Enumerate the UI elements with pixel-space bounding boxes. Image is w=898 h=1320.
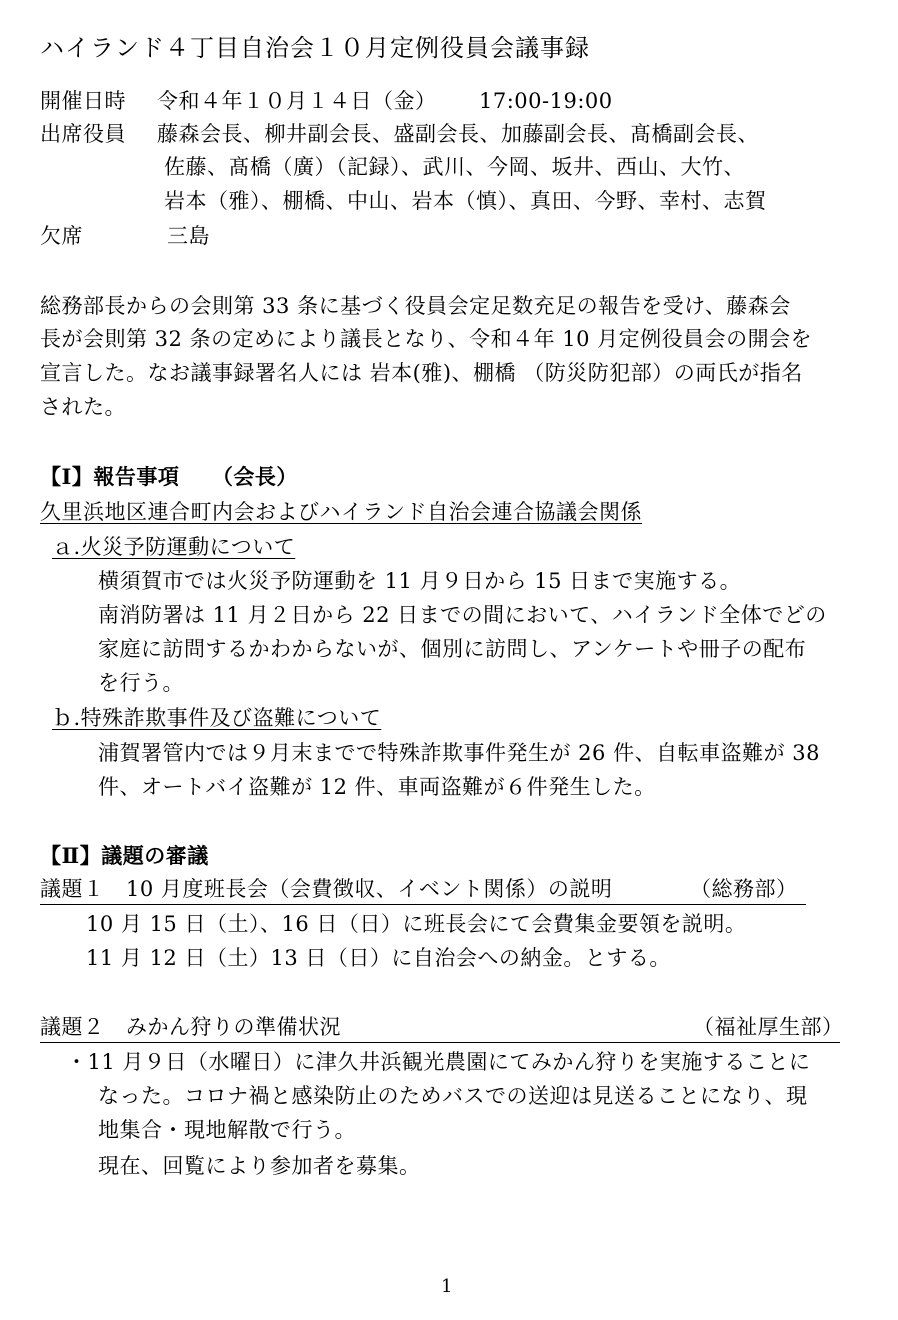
agenda2-line: ・11 月９日（水曜日）に津久井浜観光農園にてみかん狩りを実施することに <box>66 1050 811 1074</box>
intro-line: 長が会則第 32 条の定めにより議長となり、令和４年 10 月定例役員会の開会を <box>40 327 813 351</box>
agenda1-title: 議題１ 10 月度班長会（会費徴収、イベント関係）の説明 <box>40 877 613 901</box>
agenda2-underline <box>40 1042 840 1043</box>
item-a-title: ａ.火災予防運動について <box>52 535 296 559</box>
absent-label: 欠席 <box>40 224 83 248</box>
item-a-line: 横須賀市では火災予防運動を 11 月９日から 15 日まで実施する。 <box>98 569 742 593</box>
section2-heading: 【Ⅱ】議題の審議 <box>40 843 209 868</box>
item-a-line: 南消防署は 11 月２日から 22 日までの間において、ハイランド全体でどの <box>98 603 827 627</box>
attendees-line: 藤森会長、柳井副会長、盛副会長、加藤副会長、髙橋副会長、 <box>157 122 759 146</box>
intro-line: 宣言した。なお議事録署名人には 岩本(雅)、棚橋 （防災防犯部）の両氏が指名 <box>40 361 803 385</box>
attendees-line: 岩本（雅）、棚橋、中山、岩本（慎）、真田、今野、幸村、志賀 <box>164 189 767 213</box>
time-value: 17:00-19:00 <box>479 89 613 113</box>
date-label: 開催日時 <box>40 89 126 113</box>
agenda2-dept: （福祉厚生部） <box>693 1015 844 1039</box>
agenda2-line: 現在、回覧により参加者を募集。 <box>98 1154 421 1178</box>
agenda2-line: なった。コロナ禍と感染防止のためバスでの送迎は見送ることになり、現 <box>98 1084 808 1108</box>
attendees-line: 佐藤、髙橋（廣）（記録）、武川、今岡、坂井、西山、大竹、 <box>164 155 745 179</box>
section1-heading: 【Ⅰ】報告事項 （会長） <box>40 464 298 489</box>
agenda2-line: 地集合・現地解散で行う。 <box>98 1118 356 1142</box>
agenda2-title: 議題２ みかん狩りの準備状況 <box>40 1015 341 1039</box>
item-a-line: を行う。 <box>98 671 184 695</box>
item-b-line: 件、オートバイ盗難が 12 件、車両盗難が６件発生した。 <box>98 775 656 799</box>
intro-line: された。 <box>40 395 126 419</box>
date-value: 令和４年１０月１４日（金） <box>157 89 437 113</box>
item-b-title: ｂ.特殊詐欺事件及び盗難について <box>52 706 382 730</box>
absent-value: 三島 <box>167 224 210 248</box>
section1-subheading: 久里浜地区連合町内会およびハイランド自治会連合協議会関係 <box>40 500 642 524</box>
intro-line: 総務部長からの会則第 33 条に基づく役員会定足数充足の報告を受け、藤森会 <box>40 294 791 318</box>
agenda1-line: 10 月 15 日（土）、16 日（日）に班長会にて会費集金要領を説明。 <box>86 912 747 936</box>
agenda1-line: 11 月 12 日（土）13 日（日）に自治会への納金。とする。 <box>86 946 671 970</box>
item-b-line: 浦賀署管内では９月末までで特殊詐欺事件発生が 26 件、自転車盗難が 38 <box>98 741 820 765</box>
document-title: ハイランド４丁目自治会１０月定例役員会議事録 <box>40 34 590 62</box>
item-a-line: 家庭に訪問するかわからないが、個別に訪問し、アンケートや冊子の配布 <box>98 637 807 661</box>
agenda1-underline <box>40 904 806 905</box>
agenda1-dept: （総務部） <box>690 877 798 901</box>
page-number: 1 <box>441 1276 453 1297</box>
attendees-label: 出席役員 <box>40 122 126 146</box>
